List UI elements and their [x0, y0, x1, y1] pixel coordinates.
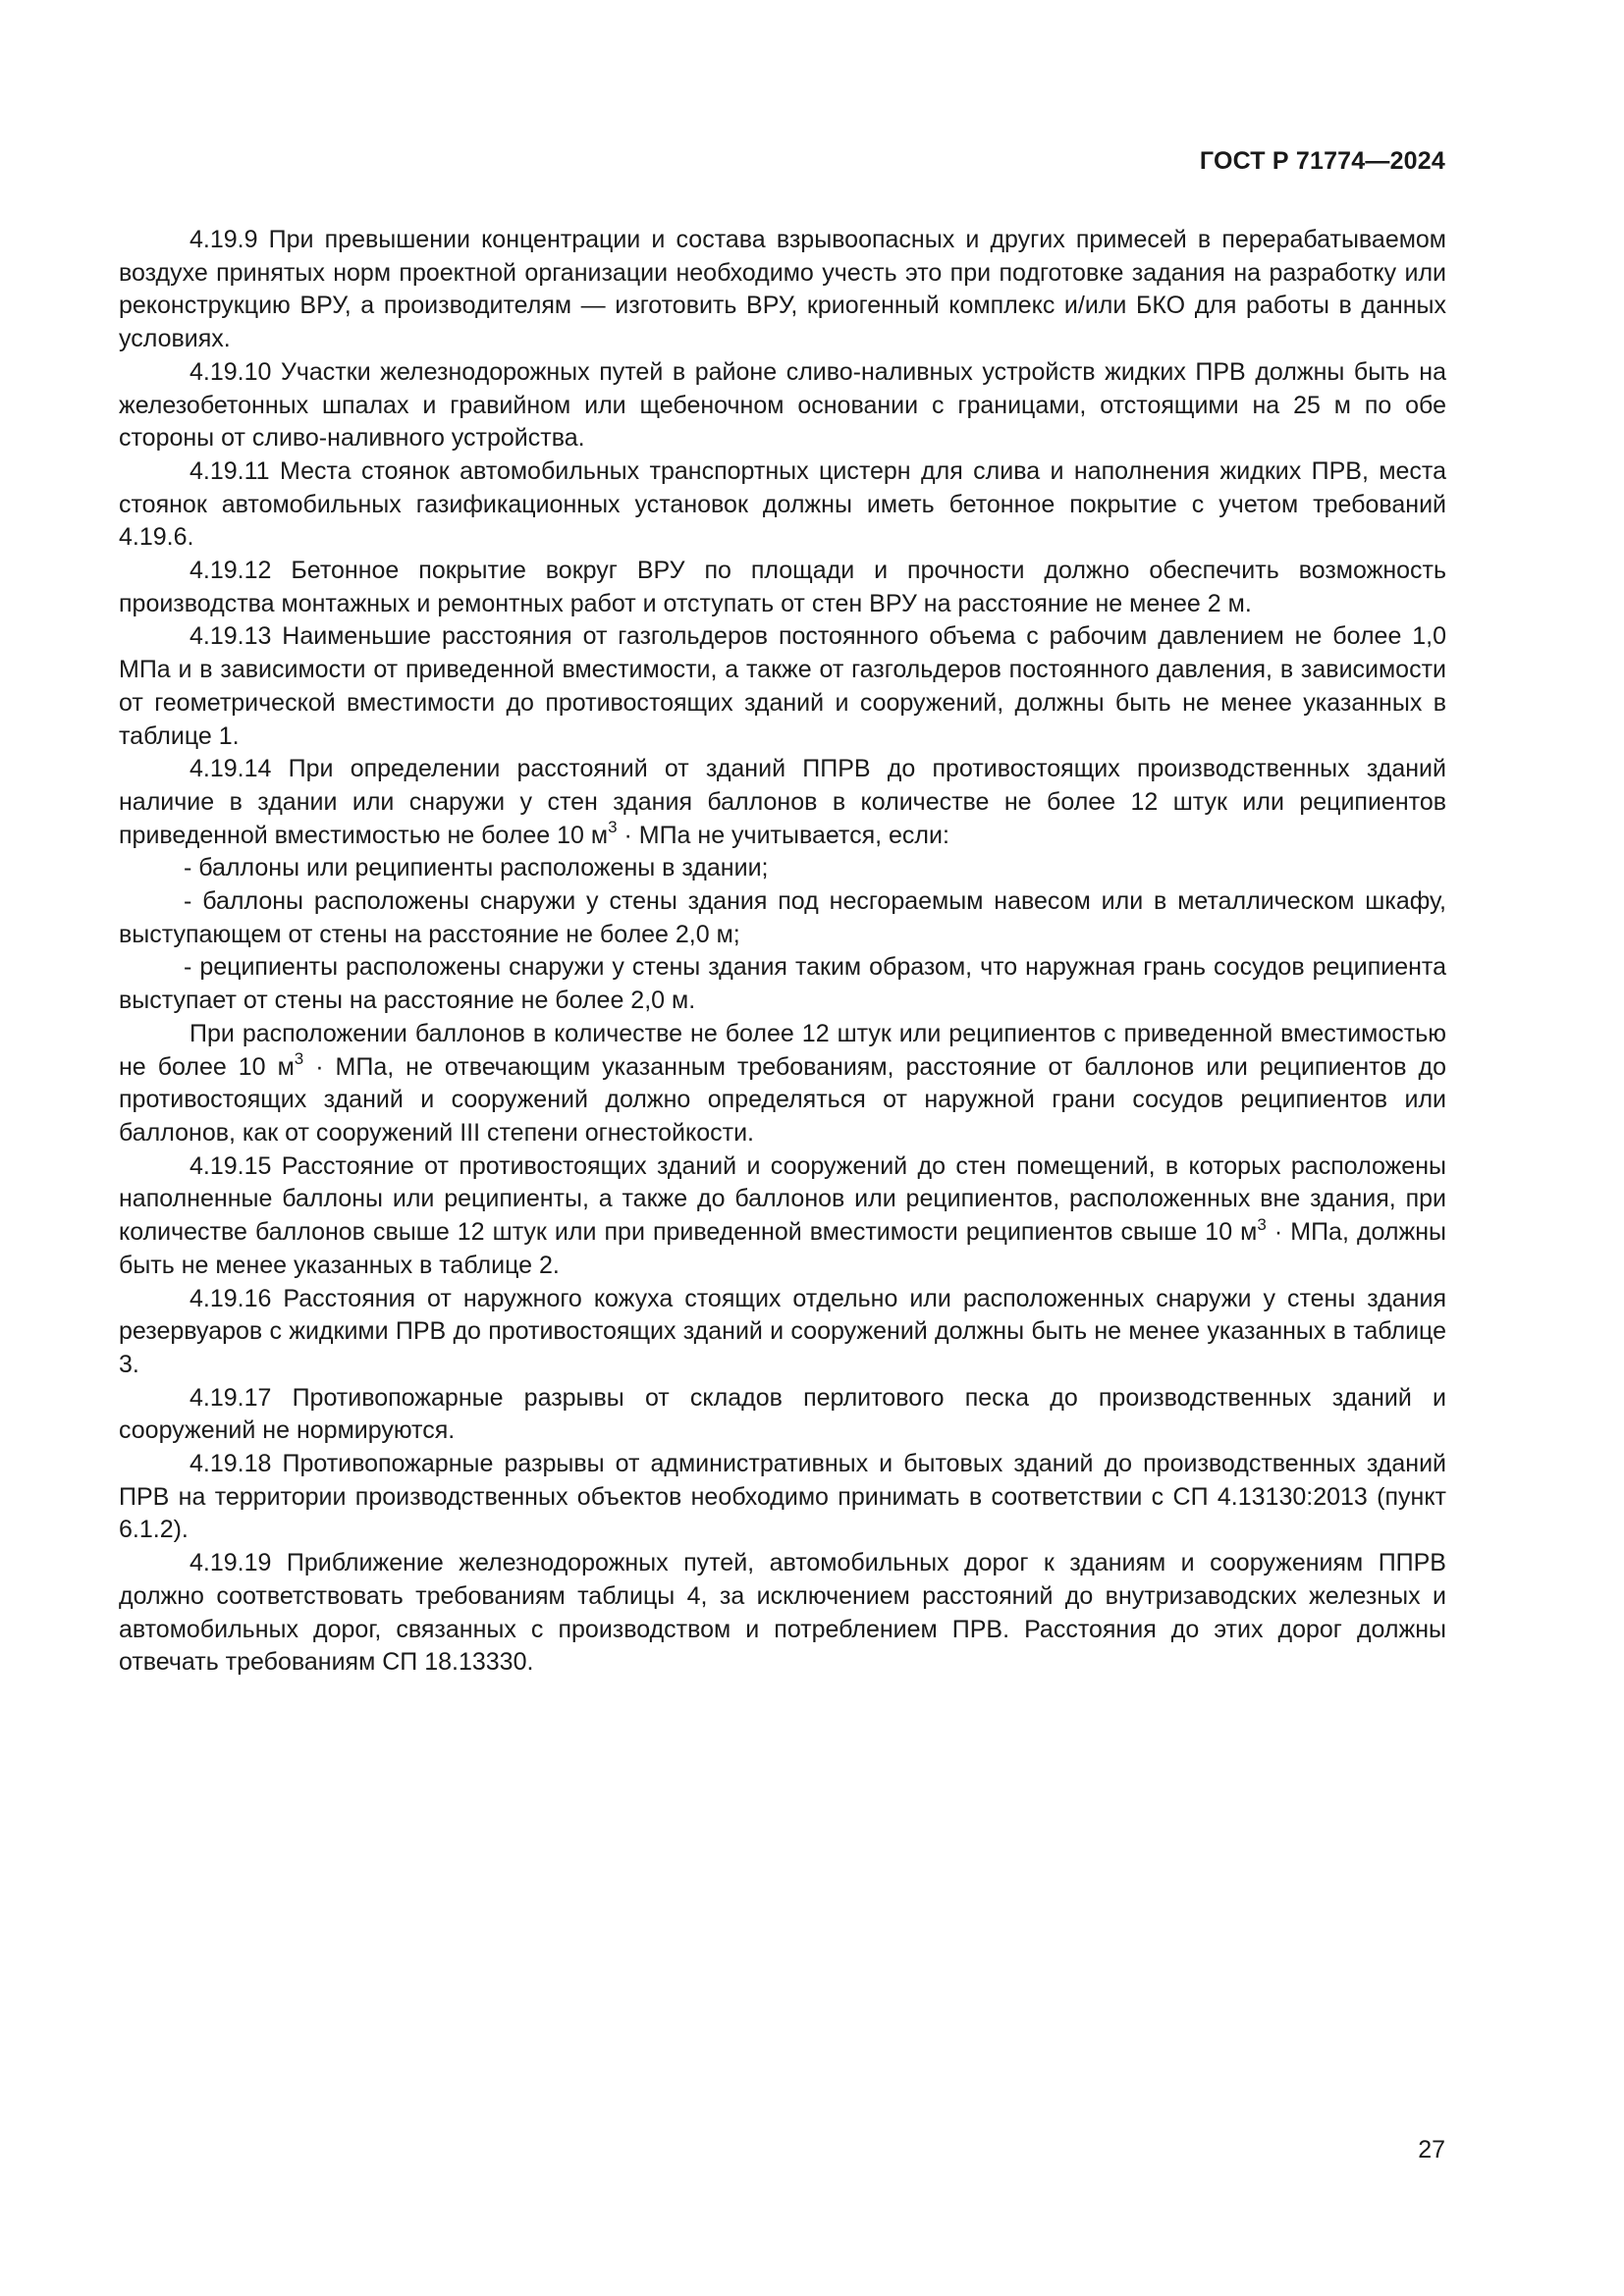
- paragraph-4-19-16: 4.19.16 Расстояния от наружного кожуха стоящих отдельно или расположенных снаружи у стены здания резервуаров с жидкими ПРВ до противостоящих зданий и сооружений должны быть не менее указанных в таблице 3.: [119, 1284, 1446, 1378]
- paragraph-cylinder-placement: [119, 1018, 1446, 1150]
- paragraph-4-19-14: [119, 753, 1446, 852]
- paragraph-text: · МПа не учитывается, если:: [617, 821, 949, 849]
- paragraph-text: · МПа, не отвечающим указанным требованиям, расстояние от баллонов или реципиентов до противостоящих зданий и сооружений должно определяться от наружной грани сосудов реципиентов или баллонов, как от сооружений III степени огнестойкости.: [119, 1052, 1446, 1147]
- paragraph-text: 4.19.14 При определении расстояний от зданий ППРВ до противостоящих производственных зданий наличие в здании или снаружи у стен здания баллонов в количестве не более 12 штук или реципиентов приведенной вместимостью не более 10 м: [119, 755, 1446, 849]
- paragraph-text: 4.19.15 Расстояние от противостоящих зданий и сооружений до стен помещений, в которых расположены наполненные баллоны или реципиенты, а также до баллонов или реципиентов, расположенных вне здания, при количестве баллонов свыше 12 штук или при приведенной вместимости реципиентов свыше 10 м: [119, 1151, 1446, 1247]
- document-code-header: ГОСТ Р 71774—2024: [1199, 147, 1445, 175]
- paragraph-text: При расположении баллонов в количестве не более 12 штук или реципиентов с приведенной вместимостью не более 10 м: [119, 1019, 1446, 1081]
- page-number: 27: [1418, 2136, 1445, 2163]
- superscript-exponent: 3: [608, 818, 618, 837]
- paragraph-4-19-10: 4.19.10 Участки железнодорожных путей в районе сливо-наливных устройств жидких ПРВ должны быть на железобетонных шпалах и гравийном или щебеночном основании с границами, отстоящими на 25 м по обе стороны от сливо-наливного устройства.: [119, 357, 1446, 453]
- superscript-exponent: 3: [294, 1049, 304, 1069]
- paragraph-text: · МПа, должны быть не менее указанных в таблице 2.: [119, 1218, 1446, 1279]
- superscript-exponent: 3: [1257, 1214, 1267, 1234]
- document-body: [119, 224, 1446, 1680]
- paragraph-4-19-11: 4.19.11 Места стоянок автомобильных транспортных цистерн для слива и наполнения жидких ПРВ, места стоянок автомобильных газификационных установок должны иметь бетонное покрытие с учетом требований 4.19.6.: [119, 456, 1446, 552]
- paragraph-4-19-13: 4.19.13 Наименьшие расстояния от газгольдеров постоянного объема с рабочим давлением не более 1,0 МПа и в зависимости от приведенной вместимости, а также от газгольдеров постоянного давления, в зависимости от геометрической вместимости до противостоящих зданий и сооружений, должны быть не менее указанных в таблице 1.: [119, 622, 1446, 750]
- list-item-cylinders-inside: - баллоны или реципиенты расположены в здании;: [184, 854, 769, 882]
- list-item-recipients-outside: - реципиенты расположены снаружи у стены здания таким образом, что наружная грань сосудов реципиента выступает от стены на расстояние не более 2,0 м.: [119, 953, 1446, 1015]
- paragraph-4-19-19: 4.19.19 Приближение железнодорожных путей, автомобильных дорог к зданиям и сооружениям ППРВ должно соответствовать требованиям таблицы 4, за исключением расстояний до внутризаводских железных и автомобильных дорог, связанных с производством и потреблением ПРВ. Расстояния до этих дорог должны отвечать требованиям СП 18.13330.: [119, 1549, 1446, 1677]
- list-item-cylinders-canopy: - баллоны расположены снаружи у стены здания под несгораемым навесом или в металлическом шкафу, выступающем от стены на расстояние не более 2,0 м;: [119, 887, 1446, 948]
- paragraph-4-19-18: 4.19.18 Противопожарные разрывы от административных и бытовых зданий до производственных зданий ПРВ на территории производственных объектов необходимо принимать в соответствии с СП 4.13130:2013 (пункт 6.1.2).: [119, 1450, 1446, 1544]
- paragraph-4-19-9: 4.19.9 При превышении концентрации и состава взрывоопасных и других примесей в перерабатываемом воздухе принятых норм проектной организации необходимо учесть это при подготовке задания на разработку или реконструкцию ВРУ, а производителям — изготовить ВРУ, криогенный комплекс и/или БКО для работы в данных условиях.: [119, 226, 1446, 353]
- paragraph-4-19-17: 4.19.17 Противопожарные разрывы от складов перлитового песка до производственных зданий и сооружений не нормируются.: [119, 1383, 1446, 1445]
- paragraph-4-19-12: 4.19.12 Бетонное покрытие вокруг ВРУ по площади и прочности должно обеспечить возможность производства монтажных и ремонтных работ и отступать от стен ВРУ на расстояние не менее 2 м.: [119, 557, 1446, 617]
- paragraph-4-19-15: [119, 1150, 1446, 1283]
